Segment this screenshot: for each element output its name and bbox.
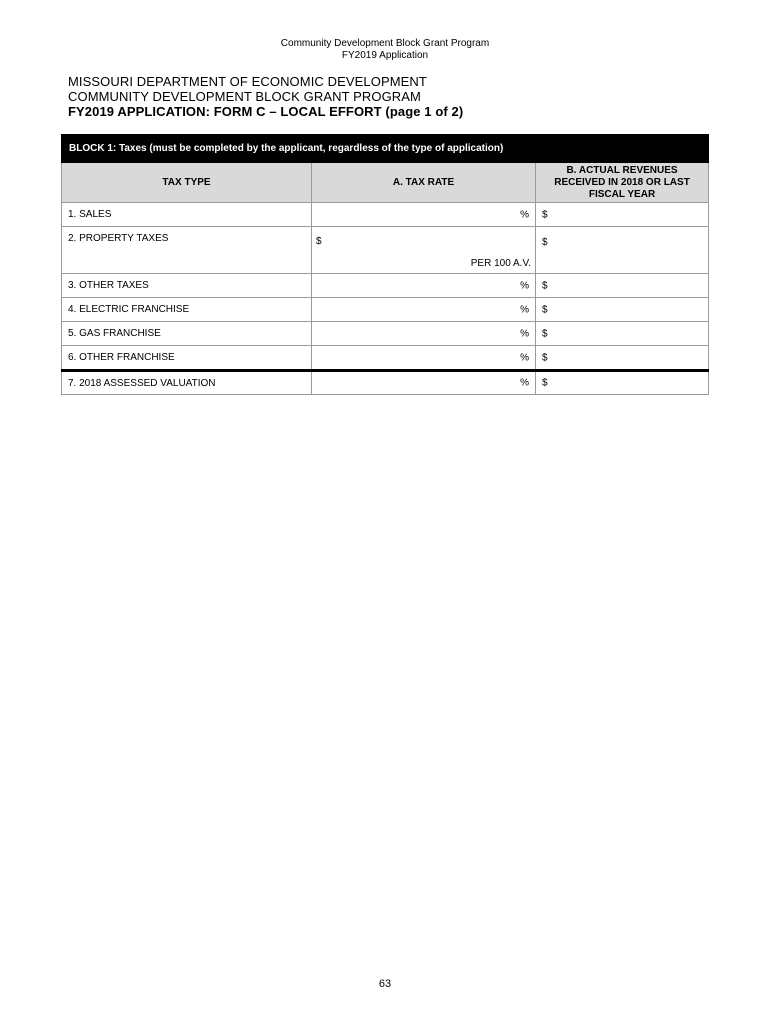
percent-symbol: % bbox=[520, 209, 529, 220]
table-row-assessed-valuation bbox=[62, 371, 709, 395]
table-row-other-taxes bbox=[62, 274, 709, 298]
column-header-row bbox=[62, 163, 709, 203]
tax-table bbox=[61, 134, 709, 395]
running-header-application: FY2019 Application bbox=[341, 50, 429, 61]
running-header-program: Community Development Block Grant Program bbox=[280, 38, 490, 49]
per-av-note: PER 100 A.V. bbox=[470, 258, 531, 269]
assessed-valuation-rate-field[interactable] bbox=[312, 371, 536, 395]
percent-symbol: % bbox=[520, 328, 529, 339]
dollar-symbol: $ bbox=[542, 304, 548, 315]
gas-franchise-rate-field[interactable] bbox=[312, 322, 536, 346]
sales-rate-field[interactable] bbox=[312, 203, 536, 227]
property-taxes-revenue-field[interactable] bbox=[536, 227, 709, 274]
row-label: 2. PROPERTY TAXES bbox=[62, 227, 312, 274]
row-label: 4. ELECTRIC FRANCHISE bbox=[62, 298, 312, 322]
dollar-symbol: $ bbox=[542, 328, 548, 339]
dollar-symbol: $ bbox=[542, 237, 548, 248]
table-row-gas-franchise bbox=[62, 322, 709, 346]
other-taxes-rate-field[interactable] bbox=[312, 274, 536, 298]
property-taxes-rate-field[interactable] bbox=[312, 227, 536, 274]
other-franchise-rate-field[interactable] bbox=[312, 346, 536, 371]
row-label: 1. SALES bbox=[62, 203, 312, 227]
sales-revenue-field[interactable] bbox=[536, 203, 709, 227]
percent-symbol: % bbox=[520, 377, 529, 389]
row-label: 7. 2018 ASSESSED VALUATION bbox=[62, 371, 312, 395]
table-row-sales bbox=[62, 203, 709, 227]
col-header-tax-type: TAX TYPE bbox=[62, 163, 312, 203]
page-number: 63 bbox=[378, 978, 392, 990]
assessed-valuation-revenue-field[interactable] bbox=[536, 371, 709, 395]
block-1-header: BLOCK 1: Taxes (must be completed by the applicant, regardless of the type of application) bbox=[62, 135, 709, 163]
title-program: COMMUNITY DEVELOPMENT BLOCK GRANT PROGRAM bbox=[68, 89, 421, 104]
row-label: 3. OTHER TAXES bbox=[62, 274, 312, 298]
dollar-symbol: $ bbox=[542, 352, 548, 363]
percent-symbol: % bbox=[520, 280, 529, 291]
row-label: 5. GAS FRANCHISE bbox=[62, 322, 312, 346]
electric-franchise-rate-field[interactable] bbox=[312, 298, 536, 322]
col-header-revenues-l2: RECEIVED IN 2018 OR LAST bbox=[554, 176, 690, 188]
block-header-row bbox=[62, 135, 709, 163]
table-row-property-taxes bbox=[62, 227, 709, 274]
other-taxes-revenue-field[interactable] bbox=[536, 274, 709, 298]
percent-symbol: % bbox=[520, 352, 529, 363]
row-label: 6. OTHER FRANCHISE bbox=[62, 346, 312, 371]
col-header-revenues-l3: FISCAL YEAR bbox=[588, 188, 656, 200]
title-department: MISSOURI DEPARTMENT OF ECONOMIC DEVELOPMENT bbox=[68, 74, 427, 89]
other-franchise-revenue-field[interactable] bbox=[536, 346, 709, 371]
percent-symbol: % bbox=[520, 304, 529, 315]
title-form: FY2019 APPLICATION: FORM C – LOCAL EFFORT (page 1 of 2) bbox=[68, 104, 464, 119]
dollar-symbol: $ bbox=[542, 209, 548, 220]
col-header-tax-rate: A. TAX RATE bbox=[312, 163, 536, 203]
dollar-symbol: $ bbox=[316, 236, 322, 247]
electric-franchise-revenue-field[interactable] bbox=[536, 298, 709, 322]
gas-franchise-revenue-field[interactable] bbox=[536, 322, 709, 346]
dollar-symbol: $ bbox=[542, 280, 548, 291]
col-header-revenues bbox=[536, 163, 709, 203]
table-row-other-franchise bbox=[62, 346, 709, 371]
dollar-symbol: $ bbox=[542, 377, 548, 389]
table-row-electric-franchise bbox=[62, 298, 709, 322]
col-header-revenues-l1: B. ACTUAL REVENUES bbox=[566, 164, 678, 176]
running-header bbox=[0, 38, 770, 62]
form-title-block bbox=[68, 74, 708, 119]
